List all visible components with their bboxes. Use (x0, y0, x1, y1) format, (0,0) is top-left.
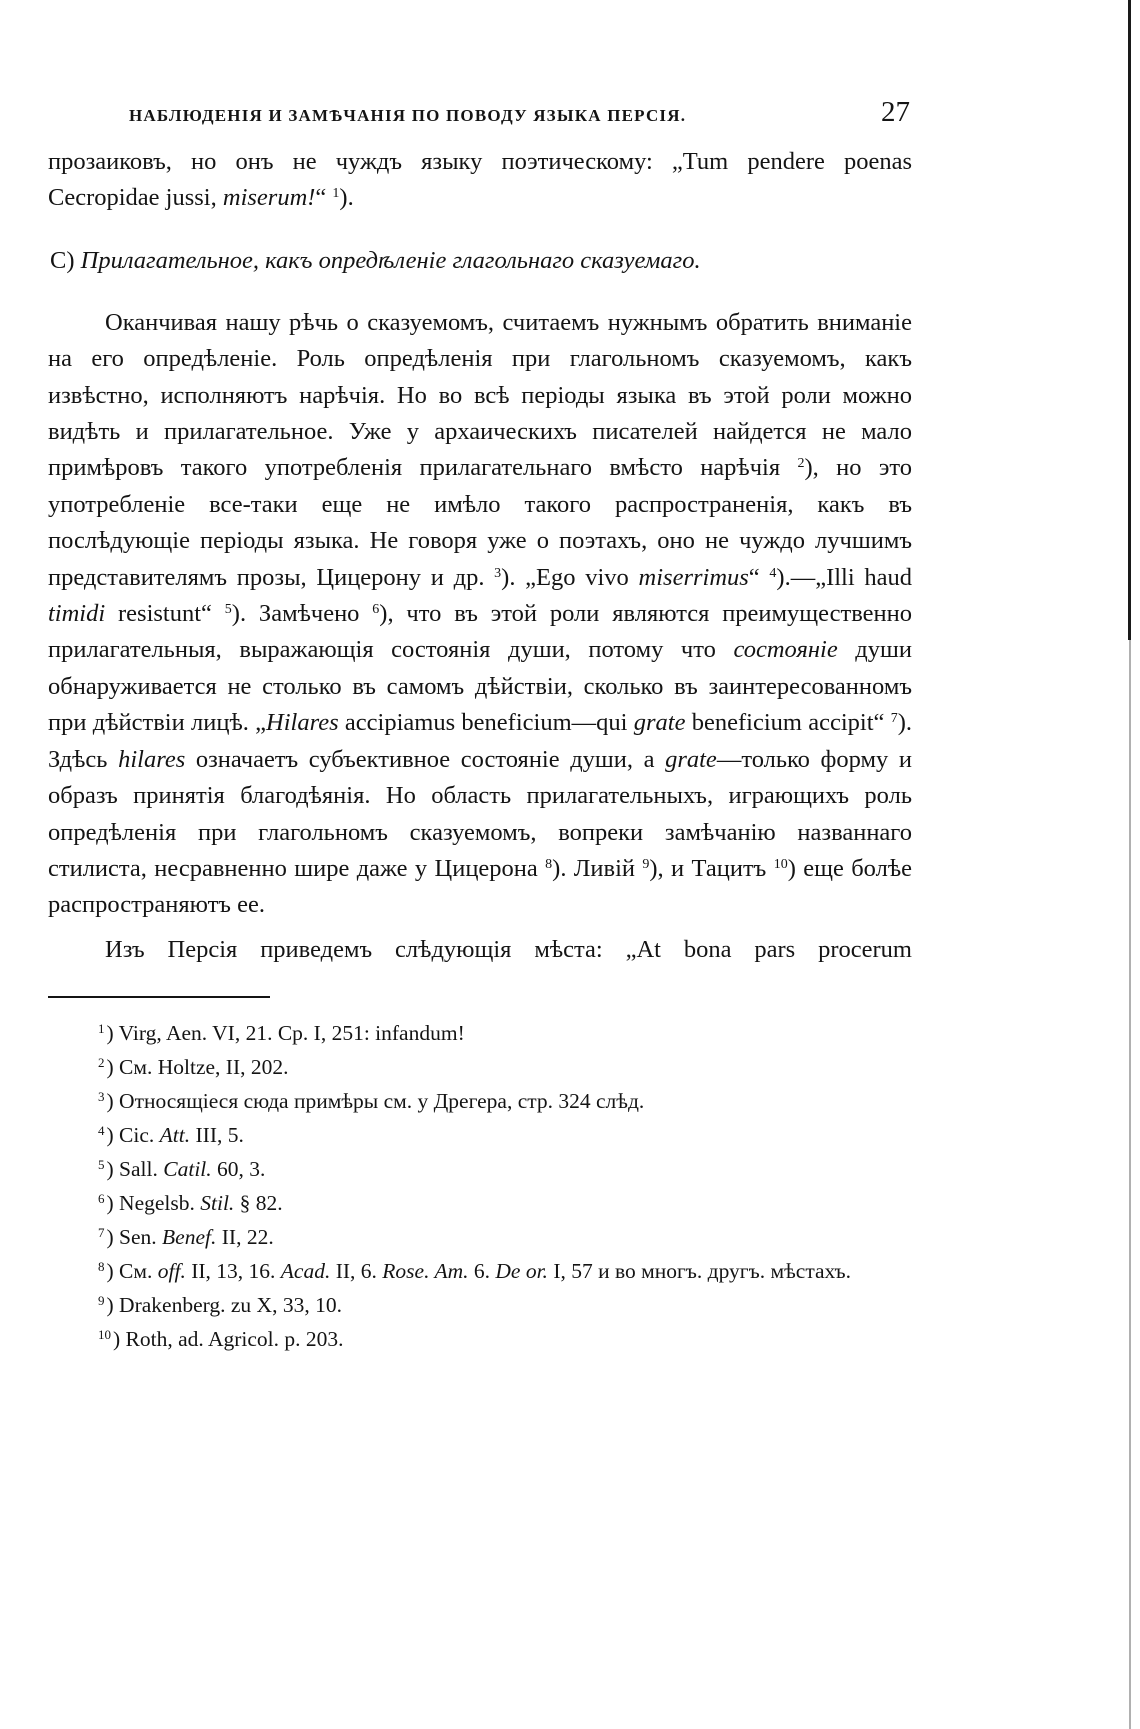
footnote-ref: 7 (890, 711, 898, 727)
page-edge-shadow-lower (1129, 640, 1131, 1729)
footnote-text: Virg, Aen. VI, 21. Cp. I, 251: infandum! (118, 1021, 465, 1046)
footnote-ref: 1 (332, 186, 340, 202)
footnote-italic: Catil. (163, 1157, 212, 1182)
footnote-text: Negelsb. (119, 1191, 201, 1216)
running-head (48, 92, 912, 140)
text-run: души обнаруживается не столько въ самомъ дѣйствіи, сколько въ заинтересованномъ при дѣйствіи лицѣ. „ (48, 636, 912, 737)
footnote-text: § 82. (234, 1191, 283, 1216)
text-run: ), но это употребленіе все-таки еще не имѣло такого распространенія, какъ въ послѣдующіе періоды языка. Не говоря уже о поэтахъ, оно не чуждо лучшимъ представителямъ прозы, Цицерону и др. (48, 454, 912, 591)
italic-run: timidi (48, 600, 106, 628)
footnote-text: Sall. (119, 1157, 164, 1182)
footnote-paren: ) (106, 1123, 120, 1148)
italic-run: grate (633, 709, 686, 737)
text-run: ). Здѣсь (48, 709, 912, 773)
text-run: ). „Ego vivo (501, 563, 639, 591)
text-run: прозаиковъ, но онъ не чуждъ языку поэтическому: „Tum pendere poenas Cecropidae jussi, (48, 148, 912, 212)
text-run: Изъ Персія приведемъ слѣдующія мѣста: „At bona pars procerum (105, 935, 912, 963)
footnote-text: II, 6. (330, 1259, 383, 1284)
page-edge-shadow (1128, 0, 1131, 640)
footnotes (48, 1016, 912, 1356)
footnote-paren: ) (106, 1293, 120, 1318)
footnote-text: Относящіеся сюда примѣры см. у Дрегера, стр. 324 слѣд. (119, 1089, 645, 1114)
running-head-title: НАБЛЮДЕНІЯ И ЗАМѢЧАНІЯ ПО ПОВОДУ ЯЗЫКА ПЕРСІЯ. (129, 106, 687, 125)
text-run: ). Ливій (552, 854, 643, 882)
footnote-mark: 1 (98, 1021, 105, 1037)
page-number: 27 (881, 96, 910, 128)
text-run: accipiamus beneficium—qui (338, 709, 634, 737)
text-run: Оканчивая нашу рѣчь о сказуемомъ, считаемъ нужнымъ обратить вниманіе на его опредѣленіе. Роль опредѣленія при глагольномъ сказуемомъ, какъ извѣстно, исполняютъ нарѣчія. Но во всѣ періоды языка въ этой роли можно видѣть и прилагательное. Уже у архаическихъ писателей найдется не мало примѣровъ такого употребленія прилагательнаго вмѣсто нарѣчія (48, 308, 912, 482)
footnote-text: III, 5. (190, 1123, 244, 1148)
text-run: ), и Тацитъ (649, 854, 774, 882)
text-run: “ (748, 563, 770, 591)
italic-run: grate (665, 745, 717, 773)
book-page (48, 92, 912, 1356)
footnote-italic: Benef. (162, 1225, 217, 1250)
footnote-mark: 8 (98, 1259, 105, 1275)
footnote-italic: Acad. (280, 1259, 331, 1284)
footnote-paren: ) (113, 1327, 126, 1352)
footnote-9 (48, 1288, 912, 1322)
footnote-10 (48, 1322, 912, 1356)
text-run: ) еще болѣе распространяютъ ее. (48, 854, 912, 919)
footnote-paren: ) (106, 1055, 120, 1080)
footnote-ref: 9 (642, 856, 650, 872)
footnote-mark: 3 (98, 1089, 105, 1105)
footnote-mark: 4 (98, 1123, 105, 1139)
text-run: ).—„Illi haud (776, 563, 912, 591)
section-heading-label: С) (50, 246, 81, 274)
footnote-text: Sen. (119, 1225, 163, 1250)
footnote-ref: 4 (769, 565, 777, 581)
footnote-3 (48, 1084, 912, 1118)
text-run: —только форму и образъ принятія благодѣянія. Но область прилагательныхъ, играющихъ роль опредѣленія при глагольномъ сказуемомъ, вопреки замѣчанію названнаго стилиста, несравненно шире даже у Цицерона (48, 745, 912, 882)
text-run: “ (315, 184, 333, 212)
footnote-text: 60, 3. (211, 1157, 266, 1182)
footnote-italic: Stil. (200, 1191, 235, 1216)
footnote-paren: ) (106, 1021, 119, 1046)
section-heading-text: Прилагательное, какъ опредѣленіе глагольнаго сказуемаго. (80, 246, 701, 274)
footnote-text: Cic. (119, 1123, 160, 1148)
footnote-paren: ) (106, 1191, 120, 1216)
footnote-italic: Rose. Am. (382, 1259, 469, 1284)
footnote-italic: De or. (495, 1259, 548, 1284)
footnote-5 (48, 1152, 912, 1186)
footnote-separator (48, 996, 270, 998)
footnote-text: II, 13, 16. (185, 1259, 281, 1284)
footnote-italic: off. (157, 1259, 186, 1284)
footnote-text: Drakenberg. zu X, 33, 10. (119, 1293, 342, 1318)
footnote-paren: ) (106, 1259, 120, 1284)
paragraph-main (48, 305, 912, 924)
footnote-mark: 5 (98, 1157, 105, 1173)
paragraph-continuation (48, 144, 912, 217)
footnote-italic: Att. (159, 1123, 191, 1148)
footnote-text: II, 22. (216, 1225, 274, 1250)
italic-run: miserrimus (638, 563, 749, 591)
footnote-ref: 3 (494, 565, 502, 581)
footnote-8 (48, 1254, 912, 1288)
footnote-6 (48, 1186, 912, 1220)
footnote-mark: 2 (98, 1055, 105, 1071)
text-run: ). Замѣчено (231, 600, 373, 628)
footnote-1 (48, 1016, 912, 1050)
footnote-ref: 10 (773, 856, 788, 872)
footnote-2 (48, 1050, 912, 1084)
italic-run: состояніе (733, 636, 838, 664)
footnote-mark: 9 (98, 1293, 105, 1309)
italic-run: Hilares (266, 709, 339, 737)
footnote-mark: 6 (98, 1191, 105, 1207)
footnote-ref: 2 (797, 456, 805, 472)
footnote-paren: ) (106, 1225, 120, 1250)
footnote-mark: 10 (98, 1327, 111, 1343)
footnote-ref: 8 (545, 856, 553, 872)
italic-run: hilares (118, 745, 186, 773)
footnote-ref: 5 (224, 602, 232, 618)
italic-run: miserum! (222, 184, 316, 212)
text-run: ), что въ этой роли являются преимущественно прилагательныя, выражающія состоянія души, потому что (48, 600, 912, 664)
footnote-text: Roth, ad. Agricol. p. 203. (125, 1327, 344, 1352)
footnote-paren: ) (106, 1089, 120, 1114)
text-run: означаетъ субъективное состояніе души, а (185, 745, 666, 773)
paragraph-persius (48, 932, 912, 968)
footnote-text: См. (119, 1259, 158, 1284)
section-heading (48, 243, 912, 279)
footnote-ref: 6 (372, 602, 380, 618)
text-run: beneficium accipit“ (685, 709, 891, 737)
footnote-text: См. Holtze, II, 202. (119, 1055, 289, 1080)
footnote-text: I, 57 и во многъ. другъ. мѣстахъ. (547, 1259, 851, 1284)
text-run: resistunt“ (105, 600, 225, 628)
footnote-7 (48, 1220, 912, 1254)
footnote-text: 6. (468, 1259, 496, 1284)
footnote-4 (48, 1118, 912, 1152)
footnote-mark: 7 (98, 1225, 105, 1241)
text-run: ). (339, 184, 354, 212)
footnote-paren: ) (106, 1157, 120, 1182)
